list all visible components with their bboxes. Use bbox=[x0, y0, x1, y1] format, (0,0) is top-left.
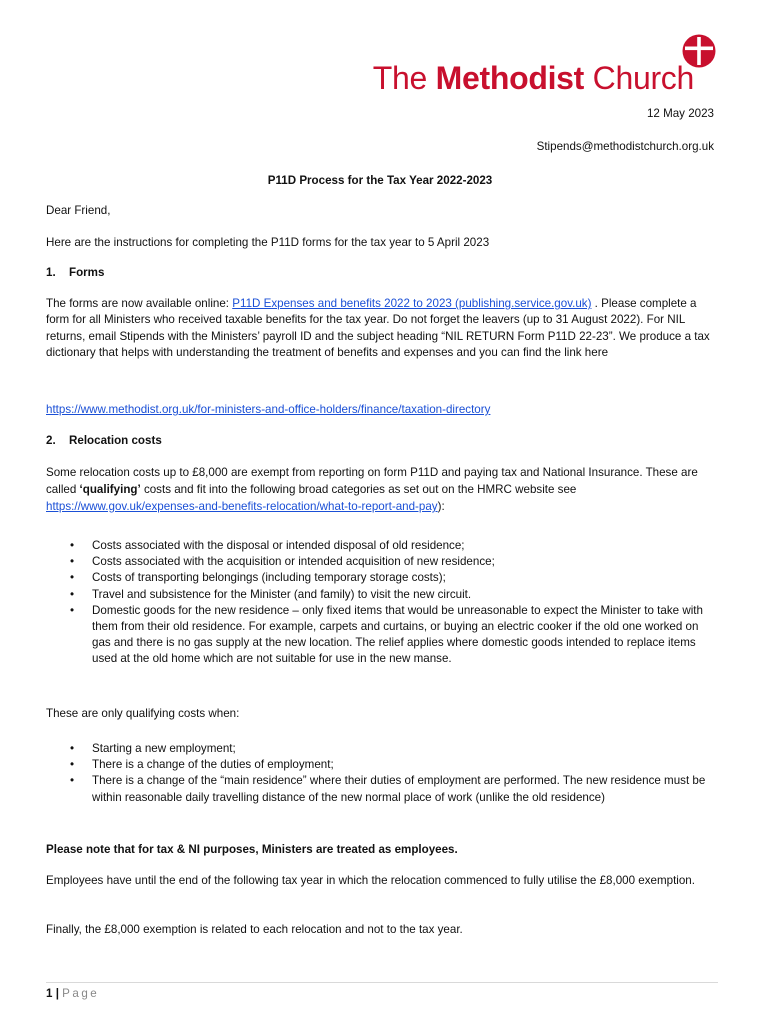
list-item bbox=[70, 603, 710, 668]
logo-wordmark bbox=[373, 60, 694, 96]
taxation-directory-link[interactable]: https://www.methodist.org.uk/for-ministers-and-office-holders/finance/taxation-directory bbox=[46, 403, 491, 416]
final-paragraph: Finally, the £8,000 exemption is related to each relocation and not to the tax year. bbox=[46, 923, 463, 936]
logo-prefix: The bbox=[372, 60, 436, 96]
methodist-church-logo bbox=[346, 34, 716, 100]
ministers-note: Please note that for tax & NI purposes, Ministers are treated as employees. bbox=[46, 843, 458, 856]
bullet-icon: • bbox=[70, 587, 75, 601]
bullet-icon: • bbox=[70, 774, 75, 788]
bullet-icon: • bbox=[70, 603, 75, 617]
list-item bbox=[70, 570, 710, 586]
intro-text: Here are the instructions for completing the P11D forms for the tax year to 5 April 2023 bbox=[46, 236, 490, 249]
forms-text-end: . Please complete a form for all Ministers who received taxable benefits for the tax year. Do not forget the leavers (up to 31 August 2022). For NIL returns, email Stipends with the Ministers’ payroll ID and the subject heading “NIL RETURN Form P11D 22-23”. We produce a tax dictionary that helps with understanding the treatment of benefits and expenses and you can find the link here bbox=[46, 297, 710, 360]
logo-suffix: Church bbox=[584, 60, 694, 96]
p11d-forms-link[interactable]: P11D Expenses and benefits 2022 to 2023 (publishing.service.gov.uk) bbox=[232, 297, 592, 310]
list-item bbox=[70, 773, 710, 805]
list-item-text: There is a change of the duties of employment; bbox=[92, 758, 334, 772]
bullet-icon: • bbox=[70, 742, 75, 755]
greeting: Dear Friend, bbox=[46, 204, 111, 217]
page-label: Page bbox=[62, 987, 100, 1000]
bullet-icon: • bbox=[70, 539, 75, 552]
footer-divider bbox=[46, 982, 718, 983]
list-item-text: Costs associated with the disposal or intended disposal of old residence; bbox=[92, 539, 465, 552]
list-item bbox=[70, 554, 710, 570]
relocation-text-a: Some relocation costs up to £8,000 are exempt from reporting on form P11D and paying tax and National Insurance. These are called bbox=[46, 466, 698, 496]
relocation-categories-list bbox=[70, 538, 710, 668]
list-item-text: There is a change of the “main residence” where their duties of employment are performed. The new residence must be within reasonable daily travelling distance of the new normal place of work (unlike the old residence) bbox=[92, 774, 706, 804]
section-title: Relocation costs bbox=[69, 434, 162, 447]
qualifying-conditions-list bbox=[70, 741, 710, 806]
section-forms-heading bbox=[46, 265, 104, 281]
hmrc-relocation-link[interactable]: https://www.gov.uk/expenses-and-benefits-relocation/what-to-report-and-pay bbox=[46, 500, 438, 513]
relocation-text-c: ): bbox=[437, 500, 445, 513]
list-item-text: Starting a new employment; bbox=[92, 742, 236, 755]
bullet-icon: • bbox=[70, 758, 75, 772]
qualifying-intro: These are only qualifying costs when: bbox=[46, 707, 240, 720]
forms-paragraph bbox=[46, 296, 718, 362]
list-item-text: Costs associated with the acquisition or intended acquisition of new residence; bbox=[92, 555, 495, 569]
list-item-text: Costs of transporting belongings (including temporary storage costs); bbox=[92, 571, 446, 585]
list-item bbox=[70, 741, 710, 757]
contact-email[interactable]: Stipends@methodistchurch.org.uk bbox=[536, 140, 714, 153]
section-number: 2. bbox=[46, 434, 56, 447]
forms-text-start: The forms are now available online: bbox=[46, 297, 233, 310]
section-number: 1. bbox=[46, 266, 56, 279]
list-item-text: Domestic goods for the new residence – only fixed items that would be unreasonable to expect the Minister to take with them from their old residence. For example, carpets and curtains, or buying an electric cooker if the old one worked on gas and there is no gas supply at the new location. The relief applies where domestic goods intended to replace items used at the old home which are not suitable for use in the new manse. bbox=[92, 603, 703, 666]
bullet-icon: • bbox=[70, 555, 75, 569]
relocation-paragraph bbox=[46, 464, 718, 515]
letter-date: 12 May 2023 bbox=[646, 107, 714, 120]
list-item bbox=[70, 538, 710, 554]
page-number: 1 bbox=[46, 987, 53, 1000]
relocation-text-b: costs and fit into the following broad categories as set out on the HMRC website see bbox=[140, 483, 577, 496]
logo-bold: Methodist bbox=[435, 60, 585, 96]
section-relocation-heading bbox=[46, 433, 162, 449]
employees-paragraph: Employees have until the end of the following tax year in which the relocation commenced to fully utilise the £8,000 exemption. bbox=[46, 874, 695, 887]
qualifying-term: ‘qualifying’ bbox=[79, 483, 141, 496]
list-item bbox=[70, 757, 710, 773]
section-title: Forms bbox=[69, 266, 105, 279]
taxation-directory-paragraph bbox=[46, 402, 718, 418]
page-title: P11D Process for the Tax Year 2022-2023 bbox=[267, 174, 493, 187]
list-item bbox=[70, 587, 710, 603]
bullet-icon: • bbox=[70, 571, 75, 585]
page-footer bbox=[46, 986, 99, 1002]
list-item-text: Travel and subsistence for the Minister (and family) to visit the new circuit. bbox=[92, 587, 472, 601]
footer-separator: | bbox=[55, 987, 59, 1000]
